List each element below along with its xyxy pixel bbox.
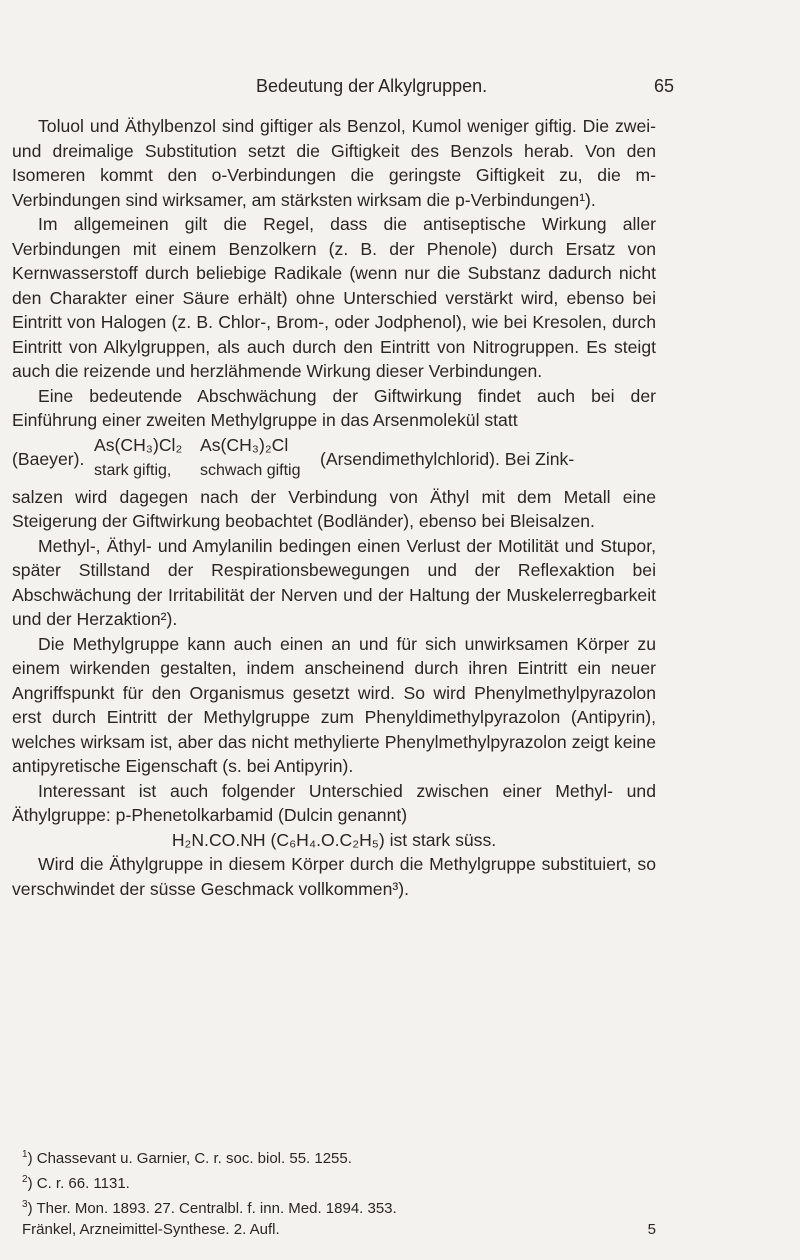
paragraph: Wird die Äthylgruppe in diesem Körper durch die Methylgruppe substituiert, so verschwindet der süsse Geschmack vollkommen³). xyxy=(12,854,656,899)
footnote: $^1$) Chassevant u. Garnier, C. r. soc. biol. 55. 1255. xyxy=(22,1149,352,1167)
page-number: 65 xyxy=(654,76,675,96)
formula-compound-2: As(CH₃)₂Cl xyxy=(200,434,289,455)
arsenic-formula xyxy=(12,433,656,485)
imprint: Fränkel, Arzneimittel-Synthese. 2. Aufl. xyxy=(22,1221,280,1238)
footnote-number: 3 xyxy=(22,1199,28,1210)
running-title: Bedeutung der Alkylgruppen. xyxy=(256,76,488,96)
running-header xyxy=(0,76,800,106)
paragraph: Eine bedeutende Abschwächung der Giftwirkung findet auch bei der Einführung einer zweiten Methylgruppe in das Arsenmolekül statt xyxy=(12,385,656,430)
formula-trail: (Arsendimethylchlorid). Bei Zink- xyxy=(320,448,575,469)
footnote-text: Ther. Mon. 1893. 27. Centralbl. f. inn. Med. 1894. 353. xyxy=(36,1200,397,1217)
page-footer xyxy=(12,1219,656,1240)
paragraph: Toluol und Äthylbenzol sind giftiger als Benzol, Kumol weniger giftig. Die zwei- und dreimalige Substitution setzt die Giftigkeit des Benzols herab. Von den Isomeren kommt den o-Verbindungen die geringste Giftigkeit zu, die m-Verbindungen sind wirksamer, am stärksten wirksam die p-Verbindungen¹). xyxy=(12,116,656,210)
formula-note-2: schwach giftig xyxy=(200,461,301,479)
footnote-text: C. r. 66. 1131. xyxy=(36,1175,130,1192)
footnote: $^3$) Ther. Mon. 1893. 27. Centralbl. f. inn. Med. 1894. 353. xyxy=(22,1199,397,1217)
paragraph: Interessant ist auch folgender Unterschied zwischen einer Methyl- und Äthylgruppe: p-Phenetolkarbamid (Dulcin genannt) xyxy=(12,780,656,825)
formula-compound-1: As(CH₃)Cl₂ xyxy=(94,434,183,455)
paragraph: Die Methylgruppe kann auch einen an und für sich unwirksamen Körper zu einem wirkenden gestalten, indem anscheinend durch ihren Eintritt ein neuer Angriffspunkt für den Organismus gesetzt wird. So wird Phenylmethylpyrazolon erst durch Eintritt der Methylgruppe zum Phenyldimethylpyrazolon (Antipyrin), welches wirksam ist, aber das nicht methylierte Phenylmethylpyrazolon zeigt keine antipyretische Eigenschaft (s. bei Antipyrin). xyxy=(12,633,656,776)
footnote-text: Chassevant u. Garnier, C. r. soc. biol. 55. 1255. xyxy=(36,1150,352,1167)
paragraph: Methyl-, Äthyl- und Amylanilin bedingen einen Verlust der Motilität und Stupor, später Stillstand der Respirationsbewegungen und der Reflexaktion bei Abschwächung der Irritabilität der Nerven und der Haltung der Muskelerregbarkeit und der Herzaktion²). xyxy=(12,535,656,629)
signature-mark: 5 xyxy=(647,1221,656,1238)
formula-lead: (Baeyer). xyxy=(12,448,85,469)
body-text xyxy=(12,114,656,901)
paragraph: salzen wird dagegen nach der Verbindung von Äthyl mit dem Metall eine Steigerung der Giftwirkung beobachtet (Bodländer), ebenso bei Bleisalzen. xyxy=(12,486,656,531)
formula-line: H₂N.CO.NH (C₆H₄.O.C₂H₅) ist stark süss. xyxy=(171,829,497,850)
paragraph: Im allgemeinen gilt die Regel, dass die antiseptische Wirkung aller Verbindungen mit einem Benzolkern (z. B. der Phenole) durch Ersatz von Kernwasserstoff durch beliebige Radikale (wenn nur die Substanz dadurch nicht den Charakter einer Säure erhält) ohne Unterschied verstärkt wird, ebenso bei Eintritt von Halogen (z. B. Chlor-, Brom-, oder Jodphenol), wie bei Kresolen, durch Eintritt von Alkylgruppen, als auch durch den Eintritt von Nitrogruppen. Es steigt auch die reizende und herzlähmende Wirkung dieser Verbindungen. xyxy=(12,214,656,381)
formula-note-1: stark giftig, xyxy=(94,461,172,479)
footnote: $^2$) C. r. 66. 1131. xyxy=(22,1174,130,1192)
footnote-number: 2 xyxy=(22,1174,28,1185)
footnote-number: 1 xyxy=(22,1149,28,1160)
footnotes xyxy=(12,1144,656,1240)
